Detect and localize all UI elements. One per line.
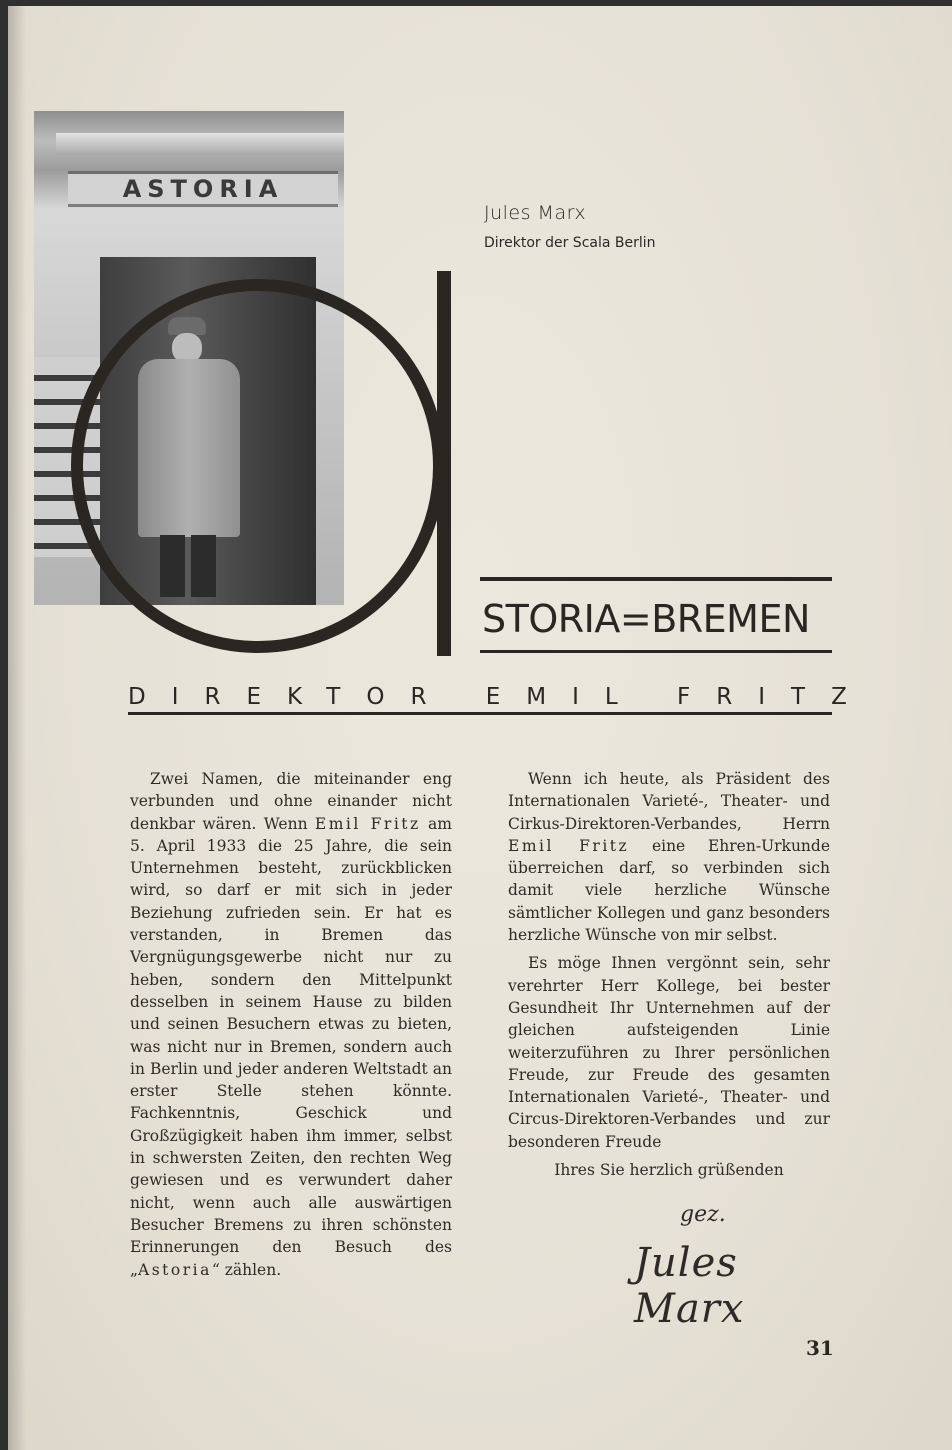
photo-astoria-sign: ASTORIA: [68, 171, 338, 207]
right-column-text: [508, 768, 830, 1187]
page-number: 31: [806, 1336, 834, 1360]
person-legs: [160, 535, 216, 597]
name-astoria: Astoria: [138, 1260, 212, 1279]
magazine-page: [8, 6, 952, 1450]
title-rule-bottom: [480, 650, 832, 653]
subtitle-rule: [128, 712, 832, 715]
left-column-text: [130, 768, 452, 1287]
right-paragraph-2: Es möge Ihnen vergönnt sein, sehr verehrter Herr Kollege, bei bester Gesundheit Ihr Unternehmen auf der gleichen aufsteigenden Linie weiterzuführen zu Ihrer persönlichen Freude, zur Freude des gesamten Internationalen Varieté-, Theater- und Circus-Direktoren-Verbandes und zur besonderen Freude: [508, 954, 830, 1151]
author-title: Direktor der Scala Berlin: [484, 235, 656, 251]
astoria-entrance-photo: [34, 111, 344, 605]
title-rule-top: [480, 577, 832, 581]
person-coat: [138, 359, 240, 537]
page-title: STORIA=BREMEN: [482, 597, 810, 641]
greeting-line: Ihres Sie herzlich grüßenden: [554, 1161, 784, 1180]
gutter-shadow: [8, 6, 26, 1450]
page-subtitle: DIREKTOR EMIL FRITZ: [128, 684, 873, 710]
photo-lintel: [56, 133, 344, 155]
signature-name: Jules Marx: [634, 1240, 745, 1332]
photo-person-emil-fritz: [130, 317, 250, 605]
signature-block: [628, 1202, 848, 1332]
photo-wall-stripes: [34, 357, 100, 557]
right-paragraph-1: Wenn ich heute, als Präsident des Internationalen Varieté-, Theater- und Cirkus-Direktoren-Verbandes, Herrn Emil Fritz eine Ehren-Urkunde überreichen darf, so verbinden sich damit viele herzliche Wünsche sämtlicher Kollegen und ganz besonders herzliche Wünsche von mir selbst.: [508, 770, 831, 945]
letter-a-stem: [437, 271, 451, 656]
name-emil-fritz: Emil Fritz: [508, 836, 630, 855]
signature-gez: gez.: [680, 1202, 726, 1227]
author-name: Jules Marx: [484, 202, 587, 224]
left-paragraph: Zwei Namen, die miteinander eng verbunden und ohne einander nicht denkbar wären. Wenn Emil Fritz am 5. April 1933 die 25 Jahre, die sein Unternehmen besteht, zurückblicken wird, so darf er mit sich in jeder Beziehung zufrieden sein. Er hat es verstanden, in Bremen das Vergnügungsgewerbe nicht nur zu heben, sondern den Mittelpunkt desselben in seinem Hause zu bilden und seinen Besuchern etwas zu bieten, was nicht nur in Bremen, sondern auch in Berlin und jeder anderen Weltstadt an erster Stelle stehen könnte. Fachkenntnis, Geschick und Großzügigkeit haben ihm immer, selbst in schwersten Zeiten, den rechten Weg gewiesen und es verwundert daher nicht, wenn auch alle auswärtigen Besucher Bremens zu ihren schönsten Erinnerungen den Besuch des „Astoria“ zählen.: [130, 770, 452, 1279]
name-emil-fritz: Emil Fritz: [314, 814, 421, 833]
